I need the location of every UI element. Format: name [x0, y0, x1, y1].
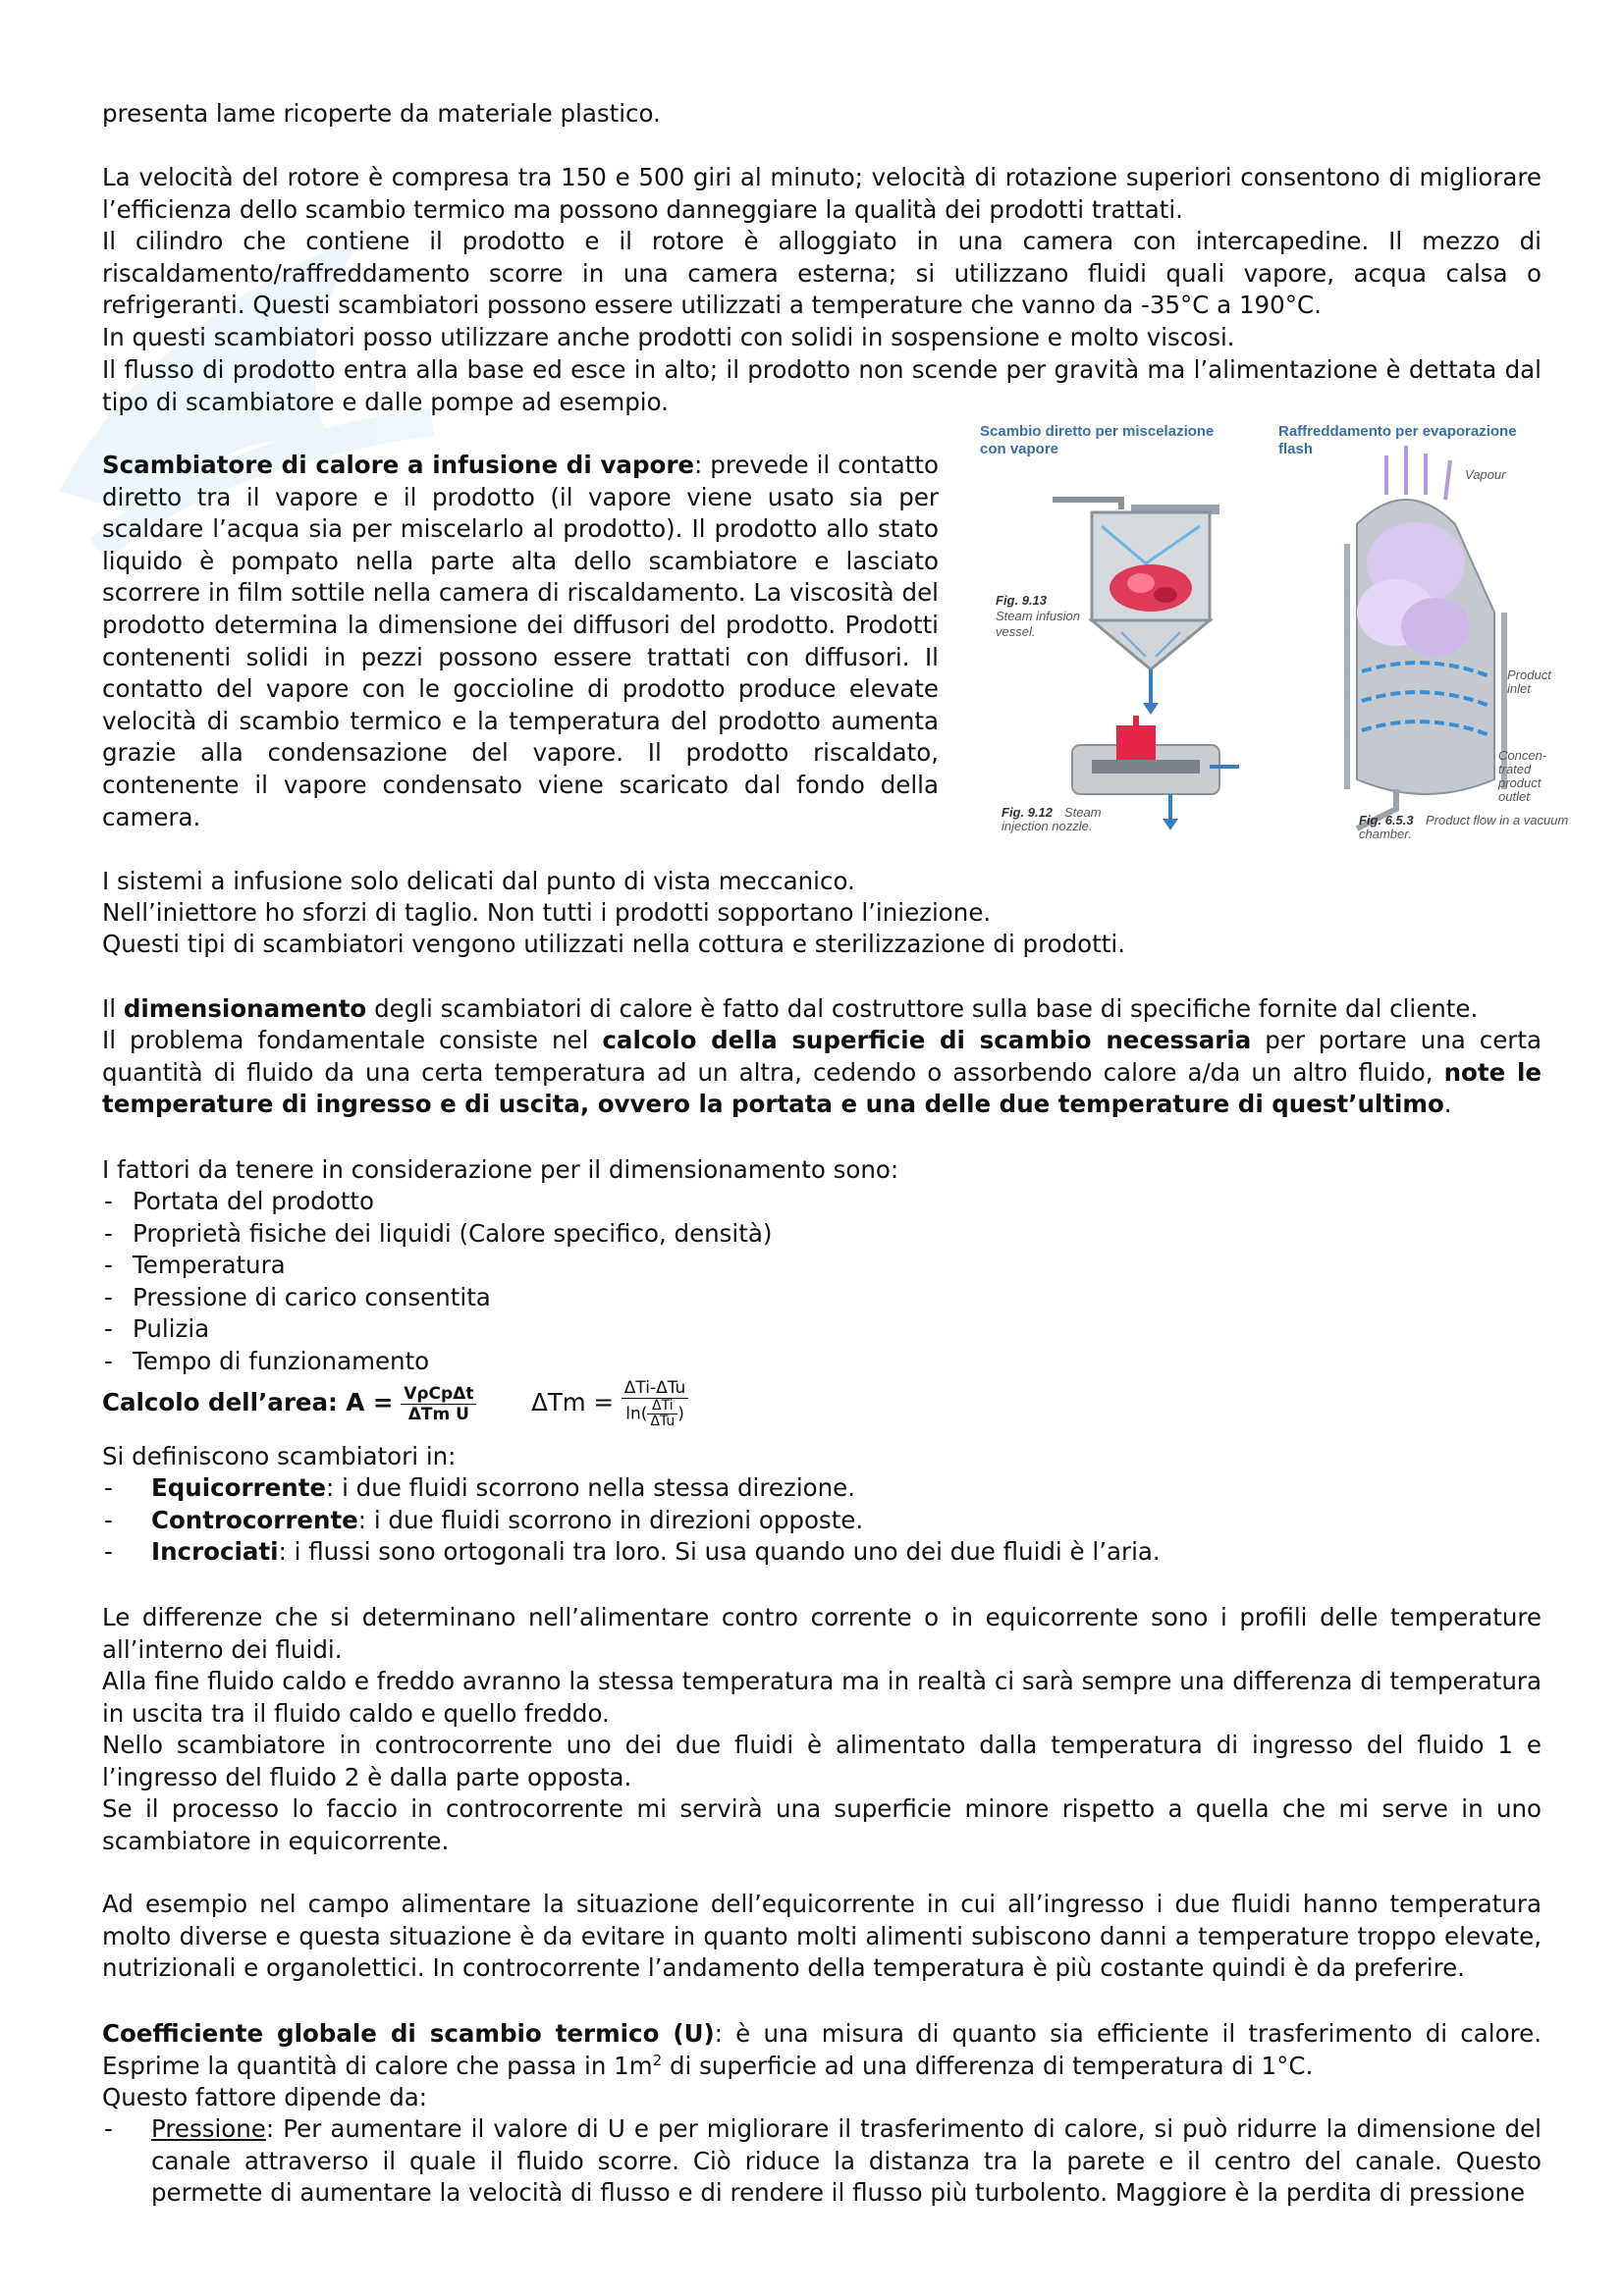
paragraph-dipende: Questo fattore dipende da: — [102, 2083, 428, 2111]
list-item: - Tempo di funzionamento — [102, 1346, 1542, 1378]
paragraph-dimensionamento-2: Il problema fondamentale consiste nel calcolo della superficie di scambio necessaria per portare una certa quantità di fluido da una certa temperatura ad un altra, cedendo o assorbendo calore a/da un altro fluido, note le temperature di ingresso e di uscita, ovvero la portata e una delle due temperature di quest’ultimo. — [102, 1026, 1542, 1119]
steam-infusion-vessel-drawing — [1053, 500, 1219, 715]
dtm-label: ΔTm = — [531, 1388, 614, 1416]
paragraph-scambiatori-intro: Si definiscono scambiatori in: — [102, 1442, 457, 1470]
dipende-list — [102, 2113, 1542, 2210]
fig-outlet-3: product — [1498, 775, 1542, 790]
list-item: - Portata del prodotto — [102, 1186, 1542, 1218]
list-item: - Pressione di carico consentita — [102, 1282, 1542, 1314]
fig913-text-2: vessel. — [996, 624, 1036, 639]
paragraph-sistemi: I sistemi a infusione solo delicati dal punto di vista meccanico. — [102, 867, 855, 895]
fig-left-title-1: Scambio diretto per miscelazione — [980, 423, 1215, 440]
formula-colon: : A = — [328, 1388, 394, 1416]
paragraph-fattori-intro: I fattori da tenere in considerazione per il dimensionamento sono: — [102, 1155, 899, 1184]
area-formula — [102, 1378, 986, 1437]
fig-left-title-2: con vapore — [980, 441, 1059, 457]
list-item: - Proprietà fisiche dei liquidi (Calore specifico, densità) — [102, 1218, 1542, 1251]
paragraph-flusso: Il flusso di prodotto entra alla base ed esce in alto; il prodotto non scende per gravità ma l’alimentazione è dettata dal tipo di scambiatore e dalle pompe ad esempio. — [102, 355, 1542, 416]
list-item: - Equicorrente: i due fluidi scorrono nella stessa direzione. — [102, 1472, 1542, 1505]
list-item: - Pulizia — [102, 1313, 1542, 1346]
fig912-text-1: Steam — [1064, 805, 1102, 820]
paragraph-fine: Alla fine fluido caldo e freddo avranno la stessa temperatura ma in realtà ci sarà sempre una differenza di temperatura in uscita tra il fluido caldo e quello freddo. — [102, 1667, 1542, 1728]
infusione-title: Scambiatore di calore a infusione di vapore — [102, 451, 695, 479]
fig912-label: Fig. 9.12 — [1001, 805, 1054, 820]
fig-outlet-4: outlet — [1498, 789, 1530, 804]
fig913-label: Fig. 9.13 — [996, 593, 1048, 608]
heat-exchanger-figure — [974, 416, 1569, 844]
paragraph-differenze: Le differenze che si determinano nell’alimentare contro corrente o in equicorrente sono i profili delle temperature all’interno dei fluidi. — [102, 1603, 1542, 1664]
paragraph-cottura: Questi tipi di scambiatori vengono utilizzati nella cottura e sterilizzazione di prodotti. — [102, 930, 1125, 958]
fig-right-title-2: flash — [1278, 441, 1314, 457]
formula-label: Calcolo dell’area — [102, 1388, 329, 1416]
fig-product-inlet-2: inlet — [1507, 681, 1531, 696]
fattori-list — [102, 1186, 1542, 1378]
paragraph-se: Se il processo lo faccio in controcorrente mi servirà una superficie minore rispetto a quella che mi serve in uno scambiatore in equicorrente. — [102, 1794, 1542, 1855]
fig-right-title-1: Raffreddamento per evaporazione — [1278, 423, 1517, 440]
fig653-text-2: chamber. — [1359, 827, 1412, 841]
list-item: - Pressione: Per aumentare il valore di U e per migliorare il trasferimento di calore, si può ridurre la dimensione del canale attraverso il quale il fluido scorre. Ciò riduce la distanza tra la parete e il centro del canale. Questo permette di aumentare la velocità di flusso e di rendere il flusso più turbolento. Maggiore è la perdita di pressione — [102, 2113, 1542, 2210]
fig653-text-1: Product flow in a vacuum — [1426, 813, 1569, 828]
fig-outlet-1: Concen- — [1498, 748, 1547, 763]
dtm-fraction: ΔTi-ΔTu ln( $\frac{\text{ΔTi}}{\text{ΔTu}}$ ) — [622, 1378, 689, 1429]
list-item: - Incrociati: i flussi sono ortogonali tra loro. Si usa quando uno dei due fluidi è l’aria. — [102, 1536, 1542, 1569]
paragraph-esempio: Ad esempio nel campo alimentare la situazione dell’equicorrente in cui all’ingresso i due fluidi hanno temperatura molto diverse e questa situazione è da evitare in quanto molti alimenti subiscono danni a temperature troppo elevate, nutrizionali e organolettici. In controcorrente l’andamento della temperatura è più costante quindi è da preferire. — [102, 1890, 1542, 1983]
paragraph-dimensionamento-1: Il dimensionamento degli scambiatori di calore è fatto dal costruttore sulla base di specifiche fornite dal cliente. — [102, 994, 1479, 1023]
paragraph-intro: presenta lame ricoperte da materiale plastico. — [102, 99, 661, 128]
scambiatori-list — [102, 1472, 1542, 1569]
fig912-text-2: injection nozzle. — [1001, 819, 1093, 833]
fig-outlet-2: trated — [1498, 762, 1532, 776]
paragraph-iniettore: Nell’iniettore ho sforzi di taglio. Non tutti i prodotti sopportano l’iniezione. — [102, 898, 992, 927]
fig653-label: Fig. 6.5.3 — [1359, 813, 1414, 828]
paragraph-solidi: In questi scambiatori posso utilizzare anche prodotti con solidi in sospensione e molto viscosi. — [102, 323, 1235, 351]
list-item: - Temperatura — [102, 1250, 1542, 1282]
infusione-text: : prevede il contatto diretto tra il vapore e il prodotto (il vapore viene usato sia per scaldare l’acqua sia per miscelarlo al prodotto). Il prodotto allo stato liquido è pompato nella parte alta dello scambiatore e lasciato scorrere in film sottile nella camera di riscaldamento. La viscosità del prodotto determina la dimensione dei diffusori del prodotto. Prodotti contenenti solidi in pezzi possono essere trattati con diffusori. Il contatto del vapore con le goccioline di prodotto produce elevate velocità di scambio termico e la temperatura del prodotto aumenta grazie alla condensazione del vapore. Il prodotto riscaldato, contenente il vapore condensato viene scaricato dal fondo della camera. — [102, 451, 939, 831]
area-fraction: $\frac{\text{VρCpΔt}}{\text{ΔTm U}}$ — [401, 1384, 476, 1424]
paragraph-velocita: La velocità del rotore è compresa tra 150 e 500 giri al minuto; velocità di rotazione superiori consentono di migliorare l’efficienza dello scambio termico ma possono danneggiare la qualità dei prodotti trattati. — [102, 163, 1542, 224]
paragraph-coefficiente: Coefficiente globale di scambio termico (U): è una misura di quanto sia efficiente il trasferimento di calore. Esprime la quantità di calore che passa in $1m^2$ di superficie ad una differenza di temperatura di 1°C. — [102, 2019, 1542, 2080]
paragraph-infusione — [102, 450, 939, 833]
fig-product-inlet-1: Product — [1507, 667, 1551, 682]
fig-vapour-label: Vapour — [1465, 467, 1506, 482]
fig913-text-1: Steam infusion — [996, 609, 1080, 623]
paragraph-nello: Nello scambiatore in controcorrente uno dei due fluidi è alimentato dalla temperatura di ingresso del fluido 1 e l’ingresso del fluido 2 è dalla parte opposta. — [102, 1731, 1542, 1791]
vacuum-chamber-drawing — [1347, 446, 1504, 828]
paragraph-cilindro: Il cilindro che contiene il prodotto e il rotore è alloggiato in una camera con intercapedine. Il mezzo di riscaldamento/raffreddamento scorre in una camera esterna; si utilizzano fluidi quali vapore, acqua calsa o refrigeranti. Questi scambiatori possono essere utilizzati a temperature che vanno da -35°C a 190°C. — [102, 227, 1542, 320]
list-item: - Controcorrente: i due fluidi scorrono in direzioni opposte. — [102, 1505, 1542, 1537]
